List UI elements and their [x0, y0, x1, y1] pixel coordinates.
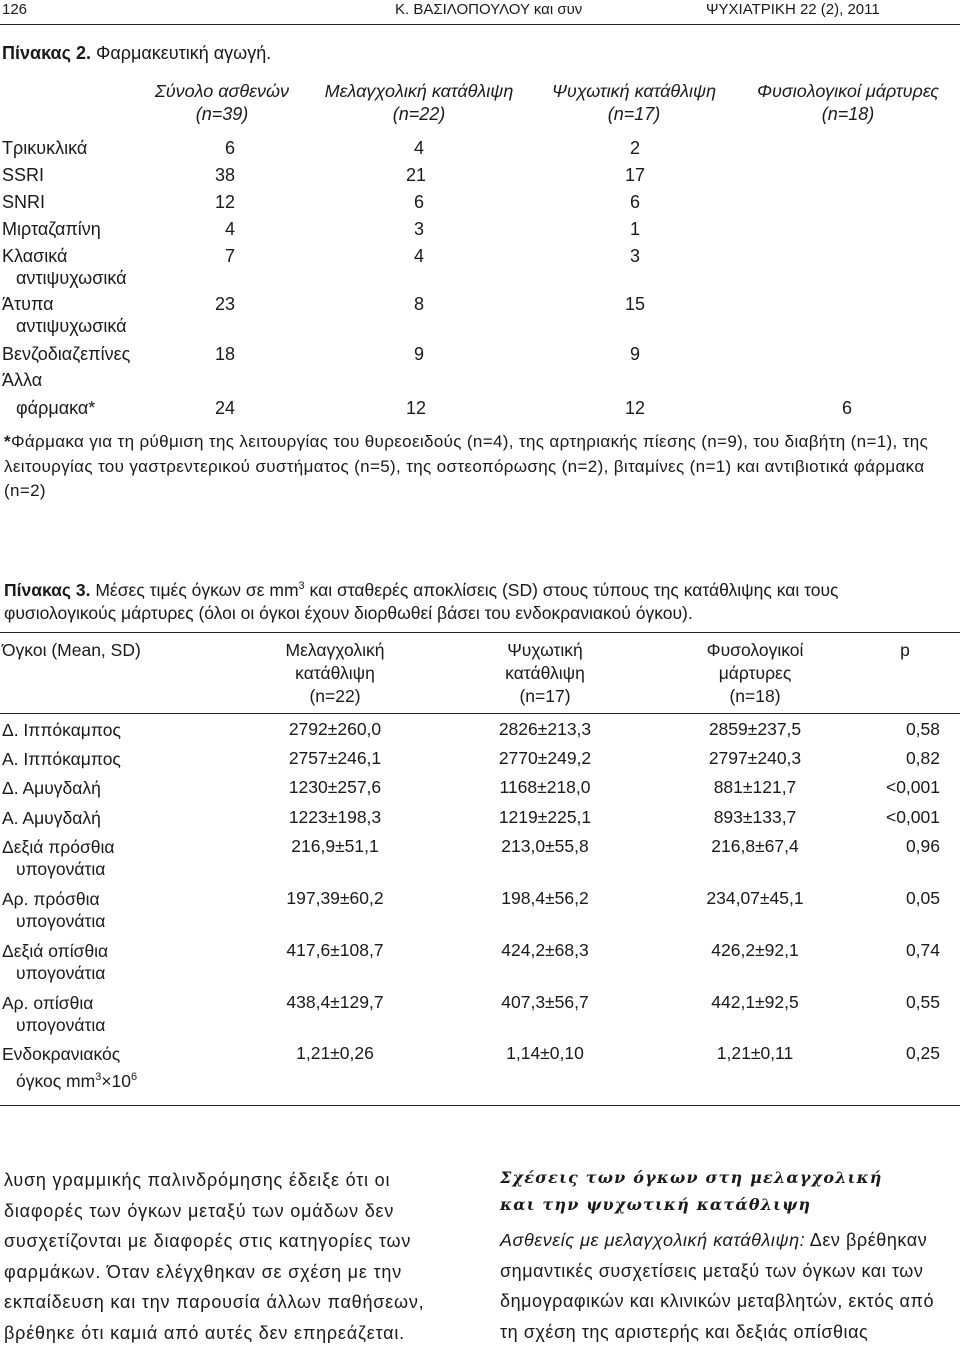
row-label: Τρικυκλικά	[2, 138, 88, 158]
cell: 198,4±56,2	[501, 888, 589, 908]
section-heading-line: και την ψυχωτική κατάθλιψη	[500, 1195, 812, 1214]
row-label: Ενδοκρανιακός	[2, 1044, 121, 1064]
cell: 1168±218,0	[499, 777, 591, 797]
table2-title-label: Πίνακας 2.	[2, 43, 91, 63]
cell: 38	[214, 165, 236, 185]
caption-sup: 3	[298, 580, 305, 592]
cell: 0,55	[905, 992, 940, 1012]
section-heading	[500, 1164, 883, 1218]
cell: 9	[629, 344, 640, 364]
cell: 1,21±0,26	[296, 1043, 374, 1063]
footnote-marker: *	[4, 432, 11, 451]
cell: 442,1±92,5	[711, 992, 799, 1012]
row-label: Αρ. οπίσθια	[2, 993, 94, 1013]
row-label-cont: υπογονάτια	[16, 1015, 106, 1035]
cell: 1230±257,6	[288, 777, 382, 797]
header-line: κατάθλιψη	[505, 663, 585, 683]
cell: <0,001	[885, 807, 940, 827]
row-label-cont: υπογονάτια	[16, 911, 106, 931]
row-label-cont-text: όγκος mm	[16, 1070, 96, 1091]
cell: 1223±198,3	[288, 807, 382, 827]
cell: 23	[214, 294, 236, 314]
col-header-name: Φυσιολογικοί μάρτυρες	[756, 81, 940, 101]
header-line: Φυσολογικοί	[706, 640, 804, 660]
row-label-cont	[16, 1066, 137, 1092]
cell: 0,58	[905, 719, 940, 739]
cell: 0,25	[905, 1043, 940, 1063]
row-label-cont: υπογονάτια	[16, 859, 106, 879]
cell: 9	[413, 344, 424, 364]
cell: 6	[841, 398, 852, 418]
row-label-cont: υπογονάτια	[16, 963, 106, 983]
paragraph-text: Δεν βρέθηκαν σημαντικές συσχετίσεις μεταξύ των όγκων και των δημογραφικών και κλινικών μεταβλητών, εκτός από τη σχέση της αριστερής και δεξιάς οπίσθιας	[500, 1230, 935, 1342]
table3-header-p: p	[900, 640, 910, 660]
cell: 17	[624, 165, 646, 185]
cell: 15	[624, 294, 646, 314]
cell: 0,82	[905, 748, 940, 768]
row-label: Κλασικά	[2, 246, 68, 266]
caption-text-b: και σταθερές αποκλίσεις (SD) στους τύπους της κατάθλιψης και τους φυσιολογικούς μάρτυρες (όλοι οι όγκοι έχουν διορθωθεί βάσει του ενδοκρανιακού όγκου).	[4, 579, 839, 624]
cell: <0,001	[885, 777, 940, 797]
cell: 216,8±67,4	[711, 836, 799, 856]
cell: 2797±240,3	[708, 748, 802, 768]
row-label: Άτυπα	[2, 294, 54, 314]
cell: 407,3±56,7	[501, 992, 589, 1012]
unit-times: ×10	[101, 1070, 132, 1091]
cell: 6	[224, 138, 235, 158]
cell: 1,21±0,11	[716, 1043, 794, 1063]
table3-bottom-rule	[0, 1105, 960, 1106]
cell: 6	[413, 192, 424, 212]
cell: 3	[629, 246, 640, 266]
cell: 1	[629, 219, 640, 239]
header-line: Ψυχωτική	[507, 640, 583, 660]
cell: 12	[214, 192, 236, 212]
cell: 21	[405, 165, 427, 185]
unit-sup: 3	[95, 1071, 102, 1083]
table2-title-text: Φαρμακευτική αγωγή.	[95, 43, 272, 63]
table3-header-label: Όγκοι (Mean, SD)	[2, 640, 141, 660]
cell: 1219±225,1	[498, 807, 592, 827]
cell: 2	[629, 138, 640, 158]
row-label: Δεξιά οπίσθια	[2, 941, 109, 961]
row-label-cont: αντιψυχωσικά	[16, 316, 127, 336]
header-line: Μελαγχολική	[285, 640, 385, 660]
row-label: Αρ. πρόσθια	[2, 889, 100, 909]
left-column-paragraph: λυση γραμμικής παλινδρόμησης έδειξε ότι οι διαφορές των όγκων μεταξύ των ομάδων δεν συσχετίζονται με διαφορές στις κατηγορίες των φαρμάκων. Όταν ελέγχθηκαν σε σχέση με την εκπαίδευση και την παρουσία άλλων παθήσεων, βρέθηκε ότι καμιά από αυτές δεν επηρεάζεται.	[4, 1170, 425, 1343]
cell: 2757±246,1	[288, 748, 382, 768]
col-header-name: Ψυχωτική κατάθλιψη	[551, 81, 717, 101]
header-line: (n=18)	[729, 686, 781, 706]
cell: 24	[214, 398, 236, 418]
row-label: SNRI	[2, 192, 46, 212]
row-label-cont: φάρμακα*	[16, 398, 96, 418]
row-label-cont: αντιψυχωσικά	[16, 268, 127, 288]
cell: 2792±260,0	[288, 719, 382, 739]
row-label: Δ. Αμυγδαλή	[2, 778, 101, 798]
cell: 213,0±55,8	[501, 836, 589, 856]
col-header-n: (n=22)	[392, 104, 446, 124]
header-line: (n=22)	[309, 686, 361, 706]
header-line: μάρτυρες	[718, 663, 792, 683]
cell: 18	[214, 344, 236, 364]
right-column-paragraph	[500, 1225, 955, 1347]
row-label: Δ. Ιππόκαμπος	[2, 720, 121, 740]
cell: 4	[413, 138, 424, 158]
cell: 2770±249,2	[498, 748, 592, 768]
row-label: Δεξιά πρόσθια	[2, 837, 115, 857]
col-header-name: Σύνολο ασθενών	[154, 81, 290, 101]
col-header-name: Μελαγχολική κατάθλιψη	[324, 81, 514, 101]
footnote-text: Φάρμακα για τη ρύθμιση της λειτουργίας του θυρεοειδούς (n=4), της αρτηριακής πίεσης (n=9), του διαβήτη (n=1), της λειτουργίας του γαστρεντερικού συστήματος (n=5), της οστεοπόρωσης (n=2), βιταμίνες (n=1) και αντιβιοτικά φάρμακα (n=2)	[4, 432, 929, 500]
row-label: Α. Αμυγδαλή	[2, 808, 101, 828]
cell: 8	[413, 294, 424, 314]
row-label: Α. Ιππόκαμπος	[2, 749, 121, 769]
page-number: 126	[2, 1, 28, 18]
paragraph-lead-in: Ασθενείς με μελαγχολική κατάθλιψη:	[500, 1230, 806, 1250]
cell: 0,96	[905, 836, 940, 856]
caption-text-a: Μέσες τιμές όγκων σε mm	[95, 579, 299, 600]
col-header-n: (n=39)	[195, 104, 249, 124]
cell: 234,07±45,1	[706, 888, 804, 908]
header-line: κατάθλιψη	[295, 663, 375, 683]
row-label: SSRI	[2, 165, 45, 185]
cell: 0,74	[905, 940, 940, 960]
cell: 424,2±68,3	[501, 940, 589, 960]
cell: 0,05	[905, 888, 940, 908]
cell: 3	[413, 219, 424, 239]
row-label: Άλλα	[2, 370, 43, 390]
cell: 2859±237,5	[708, 719, 802, 739]
cell: 197,39±60,2	[286, 888, 384, 908]
unit-sup-exp: 6	[131, 1071, 138, 1083]
cell: 893±133,7	[713, 807, 797, 827]
cell: 1,14±0,10	[506, 1043, 584, 1063]
section-heading-line: Σχέσεις των όγκων στη μελαγχολική	[500, 1168, 883, 1187]
cell: 4	[413, 246, 424, 266]
col-header-n: (n=18)	[821, 104, 875, 124]
cell: 12	[624, 398, 646, 418]
cell: 426,2±92,1	[711, 940, 799, 960]
running-authors: Κ. ΒΑΣΙΛΟΠΟΥΛΟΥ και συν	[395, 1, 583, 18]
cell: 12	[405, 398, 427, 418]
cell: 216,9±51,1	[291, 836, 379, 856]
cell: 2826±213,3	[498, 719, 592, 739]
header-line: (n=17)	[519, 686, 571, 706]
cell: 6	[629, 192, 640, 212]
cell: 4	[224, 219, 235, 239]
table3-caption-label: Πίνακας 3.	[4, 579, 91, 600]
row-label: Βενζοδιαζεπίνες	[2, 344, 131, 364]
row-label: Μιρταζαπίνη	[2, 219, 101, 239]
cell: 881±121,7	[713, 777, 797, 797]
cell: 417,6±108,7	[286, 940, 384, 960]
cell: 438,4±129,7	[286, 992, 384, 1012]
cell: 7	[224, 246, 235, 266]
col-header-n: (n=17)	[607, 104, 661, 124]
journal-citation: ΨΥΧΙΑΤΡΙΚΗ 22 (2), 2011	[706, 1, 880, 18]
